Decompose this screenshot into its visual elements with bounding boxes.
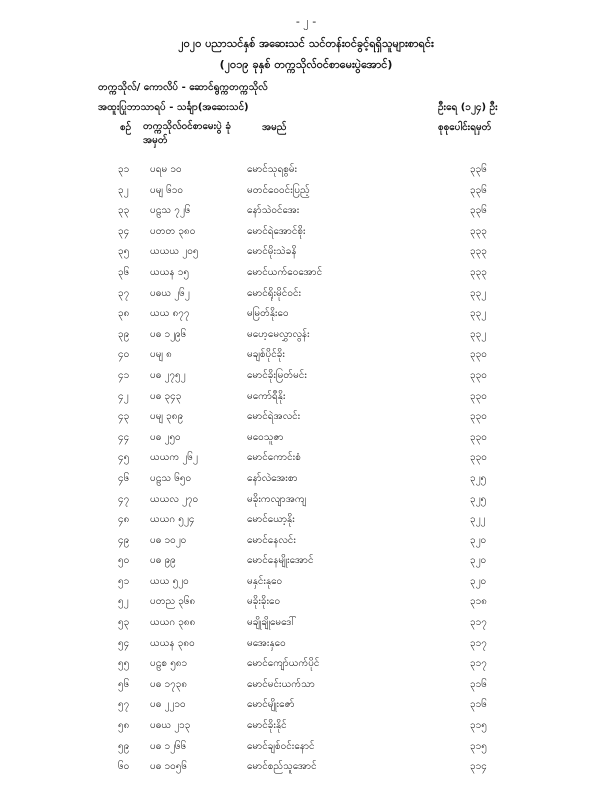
row-total-marks: ၃၂၀ bbox=[470, 534, 487, 546]
table-row bbox=[0, 490, 612, 511]
row-serial-no: ၃၉ bbox=[118, 328, 130, 340]
row-name: မောင်ရိုးမိုင်ဝင်း bbox=[247, 287, 302, 299]
row-name: မောင်ခိုးမြတ်မင်း bbox=[247, 369, 307, 381]
table-row bbox=[0, 242, 612, 263]
row-total-marks: ၃၃၃ bbox=[470, 266, 487, 278]
row-roll-number: ယယန ၁၅ bbox=[150, 266, 190, 278]
row-roll-number: ပမျ ၈ bbox=[150, 349, 172, 361]
row-total-marks: ၃၃၀ bbox=[470, 452, 487, 464]
row-name: မောင်စည်သူအောင် bbox=[247, 761, 317, 773]
table-row bbox=[0, 531, 612, 552]
row-name: မခိုးခိုးဝေ bbox=[247, 596, 281, 608]
row-total-marks: ၃၃၂ bbox=[470, 328, 487, 340]
row-total-marks: ၃၁၈ bbox=[470, 596, 487, 608]
row-total-marks: ၃၁၆ bbox=[470, 678, 487, 690]
table-row bbox=[0, 469, 612, 490]
row-roll-number: ပဓ ၁၀၂၀ bbox=[150, 534, 187, 546]
row-total-marks: ၃၁၄ bbox=[470, 761, 487, 773]
header-serial-no: စဉ် bbox=[120, 122, 132, 133]
table-row bbox=[0, 592, 612, 613]
table-row bbox=[0, 572, 612, 593]
row-name: မကော်ရီနိုး bbox=[247, 390, 286, 402]
row-serial-no: ၄၈ bbox=[118, 514, 130, 526]
row-name: နော်လဲအေးစာ bbox=[247, 472, 298, 484]
row-serial-no: ၄၂ bbox=[118, 390, 129, 402]
row-serial-no: ၅၇ bbox=[118, 699, 130, 711]
row-roll-number: ပဓ ၂၂၁၀ bbox=[150, 699, 186, 711]
row-name: မောင်မျိုးဇော် bbox=[247, 699, 295, 711]
table-row bbox=[0, 345, 612, 366]
row-serial-no: ၅၂ bbox=[118, 596, 129, 608]
row-total-marks: ၃၁၅ bbox=[470, 720, 487, 732]
row-serial-no: ၃၂ bbox=[118, 184, 129, 196]
row-name: မချိုချိုမေဒေါ် bbox=[247, 617, 296, 629]
document-title: ၂၀၂၀ ပညာသင်နှစ် အဆေးသင် သင်တန်းဝင်ခွင့်ရရှိသူများစာရင်း bbox=[178, 37, 434, 50]
row-serial-no: ၅၃ bbox=[118, 617, 130, 629]
row-roll-number: ပတည ၃၆၈ bbox=[150, 596, 196, 608]
row-name: မောင်ကောင်းစံ bbox=[247, 452, 301, 464]
table-row bbox=[0, 160, 612, 181]
row-total-marks: ၃၁၆ bbox=[470, 699, 487, 711]
row-name: မောင်သုရစွမ်း bbox=[247, 164, 298, 175]
row-name: မဟေ့မေလွှာလွန်း bbox=[247, 328, 310, 340]
row-roll-number: ပဓယ ၂၆၂ bbox=[150, 287, 190, 299]
university-line: တက္ကသိုလ်/ ကောလိပ် - ဆောင်ရွက္ကတက္ကသိုလ် bbox=[98, 82, 268, 93]
table-row bbox=[0, 304, 612, 325]
row-serial-no: ၆၀ bbox=[118, 761, 130, 773]
table-row bbox=[0, 222, 612, 243]
row-name: မောင်နေလင်း bbox=[247, 534, 296, 546]
header-total-marks: စုစုပေါင်းရမှတ် bbox=[438, 122, 492, 133]
row-total-marks: ၃၁၅ bbox=[470, 740, 487, 752]
row-name: မအေးနှဝေ bbox=[247, 637, 286, 649]
table-row bbox=[0, 695, 612, 716]
row-roll-number: ပမျ ၆၁၀ bbox=[150, 184, 184, 196]
row-name: မောင်မိုးသဲခနိ bbox=[247, 246, 297, 258]
table-row bbox=[0, 613, 612, 634]
table-row bbox=[0, 407, 612, 428]
table-row bbox=[0, 716, 612, 737]
row-name: မောင်ကျော်ယက်ပိုင် bbox=[247, 658, 320, 670]
row-name: မောင်ချစ်ဝင်းနောင် bbox=[247, 740, 315, 752]
table-row bbox=[0, 634, 612, 655]
row-roll-number: ပဓ ၂၅၀ bbox=[150, 431, 181, 443]
table-row bbox=[0, 448, 612, 469]
row-serial-no: ၄၅ bbox=[118, 452, 130, 464]
row-serial-no: ၄၉ bbox=[118, 534, 130, 546]
row-serial-no: ၅၁ bbox=[118, 575, 130, 587]
row-roll-number: ပဠသ ၆၅၀ bbox=[150, 472, 192, 484]
row-serial-no: ၅၈ bbox=[118, 720, 130, 732]
row-serial-no: ၃၆ bbox=[118, 266, 130, 278]
row-serial-no: ၃၈ bbox=[118, 308, 130, 320]
table-row bbox=[0, 201, 612, 222]
major-line: အထူးပြုဘာသာရပ် - သင်္ချာ(အဆေးသင်) bbox=[98, 102, 249, 113]
row-roll-number: ပဠစ ၅၈၁ bbox=[150, 658, 188, 670]
row-total-marks: ၃၃၀ bbox=[470, 349, 487, 361]
row-name: မောင်ယက်ဝေအောင် bbox=[247, 266, 323, 278]
row-serial-no: ၃၅ bbox=[118, 246, 130, 258]
row-serial-no: ၅၉ bbox=[118, 740, 130, 752]
row-serial-no: ၅၆ bbox=[118, 678, 130, 690]
row-roll-number: ပဓ ၉၉ bbox=[150, 555, 176, 567]
table-row bbox=[0, 757, 612, 778]
table-row bbox=[0, 181, 612, 202]
row-roll-number: ပရမ ၁၀ bbox=[150, 164, 182, 175]
table-row bbox=[0, 387, 612, 408]
row-total-marks: ၃၂၀ bbox=[470, 575, 487, 587]
table-row bbox=[0, 325, 612, 346]
row-total-marks: ၃၃၃ bbox=[470, 246, 487, 258]
table-row bbox=[0, 654, 612, 675]
row-total-marks: ၃၃၀ bbox=[470, 369, 487, 381]
row-name: မောင်ခိုးနိုင် bbox=[247, 720, 287, 732]
header-name: အမည် bbox=[262, 122, 287, 133]
row-total-marks: ၃၁၇ bbox=[470, 658, 487, 670]
row-name: နော်သဲဝင်အေး bbox=[247, 205, 300, 217]
row-roll-number: ယယ ၈၇၇ bbox=[150, 308, 190, 320]
row-roll-number: ယယက ၂၆၂ bbox=[150, 452, 198, 464]
table-row bbox=[0, 428, 612, 449]
row-serial-no: ၃၄ bbox=[118, 225, 130, 237]
row-total-marks: ၃၂၂ bbox=[470, 514, 486, 526]
row-roll-number: ပဓယ ၂၁၃ bbox=[150, 720, 191, 732]
row-name: မဝေသူဇာ bbox=[247, 431, 284, 443]
row-name: မောင်ယော့နိုး bbox=[247, 514, 295, 526]
row-name: မောင်ရဲအောင်စိုး bbox=[247, 225, 306, 237]
total-count: ဦးရေ (၁၂၄) ဦး bbox=[438, 102, 498, 113]
row-name: မမြတ်နိုးဝေ bbox=[247, 308, 289, 320]
document-subtitle: (၂၀၁၉ ခုနှစ် တက္ကသိုလ်ဝင်စာမေးပွဲအောင်) bbox=[219, 58, 393, 71]
table-row bbox=[0, 551, 612, 572]
row-serial-no: ၄၇ bbox=[118, 493, 130, 505]
row-serial-no: ၄၀ bbox=[118, 349, 130, 361]
row-total-marks: ၃၃၆ bbox=[470, 205, 487, 217]
row-roll-number: ယယလ ၂၇၀ bbox=[150, 493, 199, 505]
row-total-marks: ၃၃၂ bbox=[470, 287, 487, 299]
row-roll-number: ပဓ ၁၀၅၆ bbox=[150, 761, 188, 773]
row-serial-no: ၃၇ bbox=[118, 287, 130, 299]
results-table bbox=[0, 160, 612, 778]
row-serial-no: ၃၃ bbox=[118, 205, 130, 217]
row-name: မချစ်ပိုင်ခိုး bbox=[247, 349, 285, 361]
row-total-marks: ၃၂၀ bbox=[470, 555, 487, 567]
row-serial-no: ၄၆ bbox=[118, 472, 130, 484]
row-roll-number: ပမျ ၃၈၉ bbox=[150, 411, 184, 423]
row-serial-no: ၄၄ bbox=[118, 431, 130, 443]
row-total-marks: ၃၃၂ bbox=[470, 308, 487, 320]
row-total-marks: ၃၃၀ bbox=[470, 431, 487, 443]
row-name: မောင်ရဲအလင်း bbox=[247, 411, 301, 423]
row-total-marks: ၃၂၅ bbox=[470, 472, 487, 484]
row-total-marks: ၃၃၀ bbox=[470, 411, 487, 423]
row-roll-number: ပတတ ၃၈၀ bbox=[150, 225, 196, 237]
row-name: မနှင်းနုဝေ bbox=[247, 575, 283, 587]
row-roll-number: ပဓ ၁၇၃၈ bbox=[150, 678, 188, 690]
table-row bbox=[0, 737, 612, 758]
row-serial-no: ၄၁ bbox=[118, 369, 130, 381]
row-roll-number: ယယဂ ၅၂၄ bbox=[150, 514, 195, 526]
table-row bbox=[0, 510, 612, 531]
row-total-marks: ၃၁၇ bbox=[470, 637, 487, 649]
header-roll-number: တက္ကသိုလ်ဝင်စာမေးပွဲ ခုံအမှတ် bbox=[143, 121, 231, 146]
row-roll-number: ယယ ၅၂၀ bbox=[150, 575, 189, 587]
row-serial-no: ၅၀ bbox=[118, 555, 130, 567]
table-row bbox=[0, 366, 612, 387]
row-serial-no: ၃၁ bbox=[118, 164, 130, 175]
table-row bbox=[0, 263, 612, 284]
row-roll-number: ပဠသ ၇၂၆ bbox=[150, 205, 191, 217]
row-roll-number: ပဓ ၃၄၃ bbox=[150, 390, 182, 402]
row-roll-number: ယယဂ ၃၈၈ bbox=[150, 617, 196, 629]
row-roll-number: ပဓ ၂၇၅၂ bbox=[150, 369, 186, 381]
row-name: မခိုးကလျာအကျ bbox=[247, 493, 307, 505]
row-name: မောင်မင်းယက်သာ bbox=[247, 678, 315, 690]
row-name: မတင်ဝေဝင်းပြည့် bbox=[247, 184, 310, 196]
row-serial-no: ၅၄ bbox=[118, 637, 130, 649]
row-total-marks: ၃၃၆ bbox=[470, 184, 487, 196]
row-total-marks: ၃၃၀ bbox=[470, 390, 487, 402]
row-total-marks: ၃၂၅ bbox=[470, 493, 487, 505]
row-roll-number: ယယန ၃၈၀ bbox=[150, 637, 195, 649]
row-roll-number: ပဓ ၁၂၆၆ bbox=[150, 740, 187, 752]
row-roll-number: ယယယ ၂၀၅ bbox=[150, 246, 199, 258]
table-row bbox=[0, 284, 612, 305]
row-name: မောင်နေမျိုးအောင် bbox=[247, 555, 314, 567]
row-serial-no: ၄၃ bbox=[118, 411, 130, 423]
row-roll-number: ပဓ ၁၂၉၆ bbox=[150, 328, 187, 340]
row-total-marks: ၃၃၃ bbox=[470, 225, 487, 237]
row-total-marks: ၃၁၇ bbox=[470, 617, 487, 629]
page-number: - ၂ - bbox=[295, 15, 317, 28]
row-serial-no: ၅၅ bbox=[118, 658, 130, 670]
row-total-marks: ၃၃၆ bbox=[470, 164, 487, 175]
table-row bbox=[0, 675, 612, 696]
